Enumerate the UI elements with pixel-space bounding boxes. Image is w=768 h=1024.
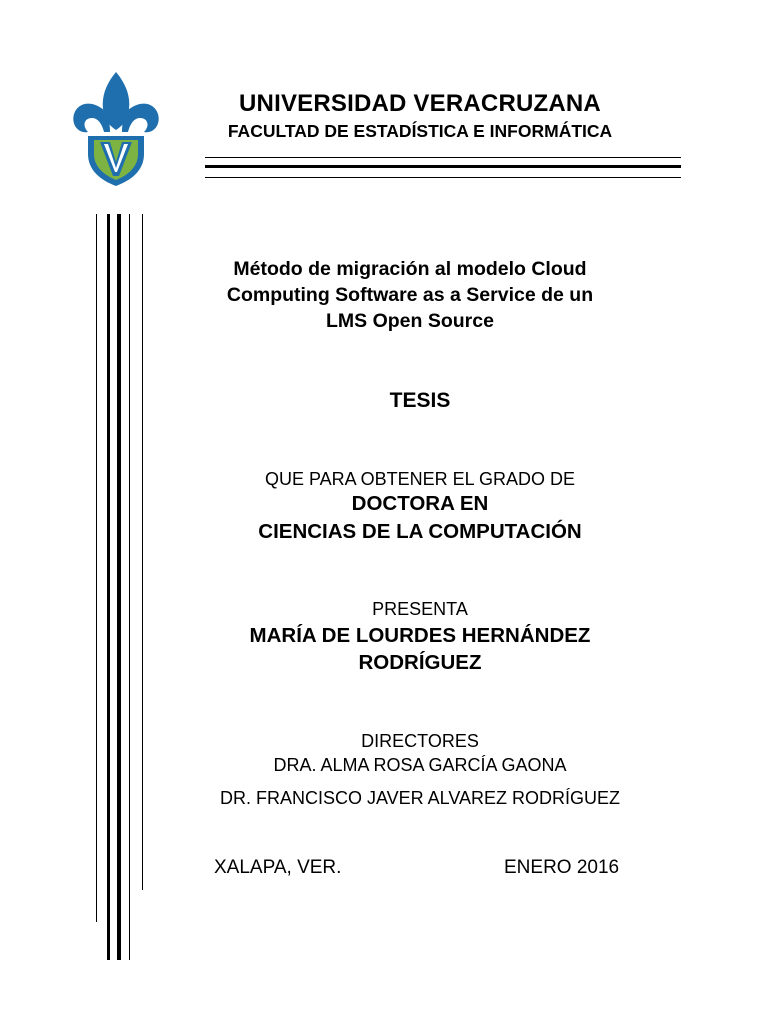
side-rule-2	[107, 214, 110, 960]
degree-line-1: DOCTORA EN	[351, 492, 489, 515]
side-rule-3	[117, 214, 121, 960]
presents-label: PRESENTA	[372, 599, 468, 619]
author-name-line-1: MARÍA DE LOURDES HERNÁNDEZ	[249, 624, 591, 647]
degree-intro: QUE PARA OBTENER EL GRADO DE	[264, 469, 576, 489]
director-name: DR. FRANCISCO JAVER ALVAREZ RODRÍGUEZ	[219, 788, 621, 808]
director-name: DRA. ALMA ROSA GARCÍA GAONA	[273, 755, 567, 775]
document-type: TESIS	[389, 389, 451, 412]
header-rule-middle	[205, 165, 681, 168]
university-name: UNIVERSIDAD VERACRUZANA	[239, 90, 601, 117]
thesis-title-line: Computing Software as a Service de un	[226, 284, 594, 306]
directors-label: DIRECTORES	[361, 731, 479, 751]
header-rule-bottom	[205, 177, 681, 178]
author-name-line-2: RODRÍGUEZ	[358, 651, 482, 674]
header-rule-top	[205, 157, 681, 158]
place: XALAPA, VER.	[214, 857, 342, 878]
side-rule-4	[129, 214, 130, 960]
date: ENERO 2016	[504, 857, 620, 878]
thesis-title	[190, 256, 630, 334]
side-rule-1	[96, 214, 97, 922]
university-logo	[70, 70, 162, 188]
faculty-name: FACULTAD DE ESTADÍSTICA E INFORMÁTICA	[227, 121, 613, 141]
side-rule-5	[142, 214, 143, 890]
degree-line-2: CIENCIAS DE LA COMPUTACIÓN	[258, 520, 582, 543]
thesis-title-line: Método de migración al modelo Cloud	[233, 258, 587, 280]
thesis-title-line: LMS Open Source	[326, 310, 494, 332]
